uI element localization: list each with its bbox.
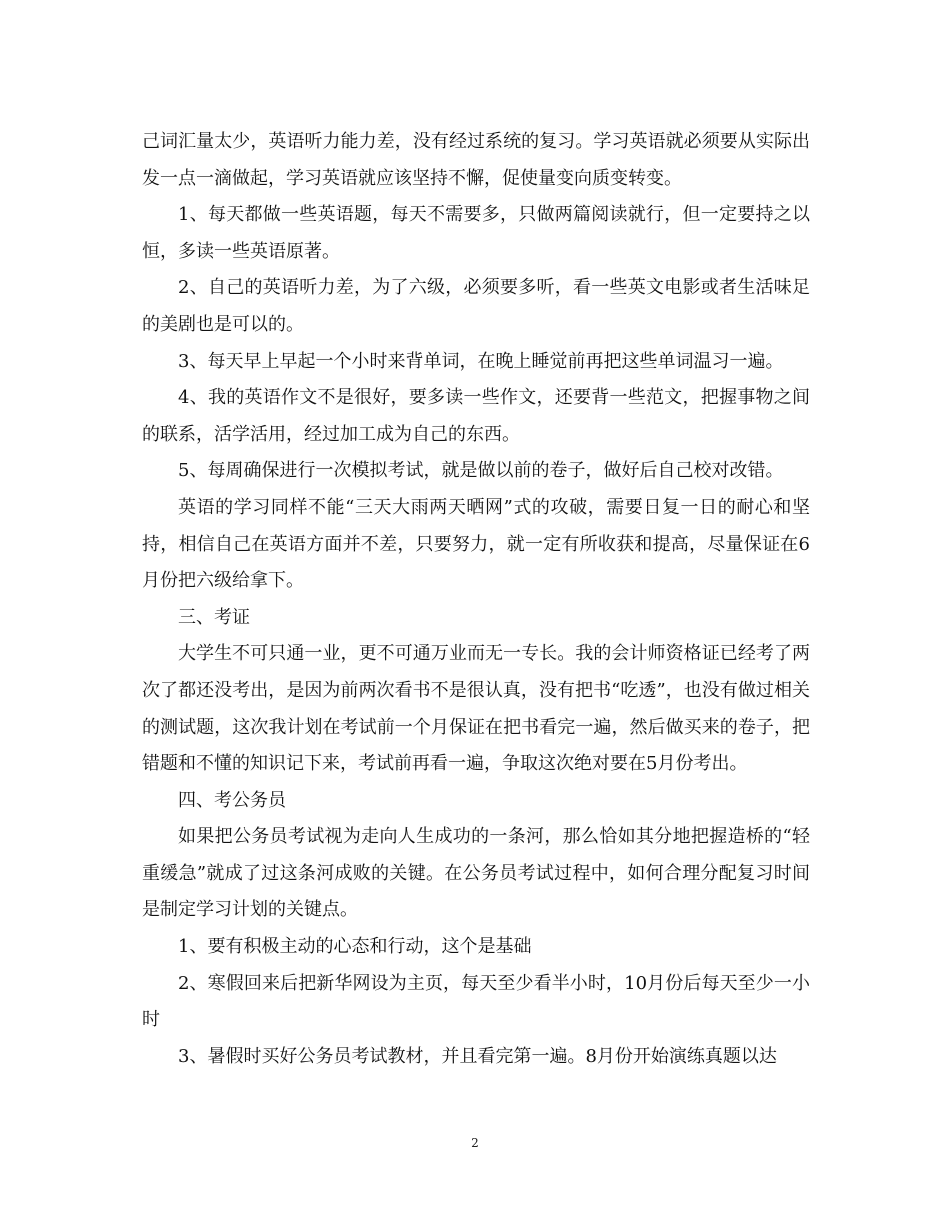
paragraph-2: 1、每天都做一些英语题，每天不需要多，只做两篇阅读就行，但一定要持之以恒，多读一些英语原著。	[142, 204, 810, 262]
paragraph-13: 2、寒假回来后把新华网设为主页，每天至少看半小时，10月份后每天至少一小时	[142, 972, 810, 1031]
page-number: 2	[471, 1136, 479, 1150]
paragraph-7: 英语的学习同样不能“三天大雨两天晒网”式的攻破，需要日复一日的耐心和坚持，相信自己在英语方面并不差，只要努力，就一定有所收获和提高，尽量保证在6月份把六级给拿下。	[142, 496, 810, 592]
paragraph-4: 3、每天早上早起一个小时来背单词，在晚上睡觉前再把这些单词温习一遍。	[178, 350, 784, 372]
paragraph-9: 大学生不可只通一业，更不可通万业而无一专长。我的会计师资格证已经考了两次了都还没考出，是因为前两次看书不是很认真，没有把书“吃透”，也没有做过相关的测试题，这次我计划在考试前一个月保证在把书看完一遍，然后做买来的卷子，把错题和不懂的知识记下来，考试前再看一遍，争取这次绝对要在5月份考出。	[142, 643, 810, 775]
paragraph-5: 4、我的英语作文不是很好，要多读一些作文，还要背一些范文，把握事物之间的联系，活学活用，经过加工成为自己的东西。	[142, 387, 810, 445]
paragraph-3: 2、自己的英语听力差，为了六级，必须要多听，看一些英文电影或者生活味足的美剧也是可以的。	[142, 277, 810, 335]
section-heading-exam-certificate: 三、考证	[178, 606, 250, 628]
page-body	[142, 124, 810, 1075]
paragraph-12: 1、要有积极主动的心态和行动，这个是基础	[178, 936, 532, 958]
paragraph-11: 如果把公务员考试视为走向人生成功的一条河，那么恰如其分地把握造桥的“轻重缓急”就成了过这条河成败的关键。在公务员考试过程中，如何合理分配复习时间是制定学习计划的关键点。	[142, 826, 810, 921]
paragraph-14: 3、暑假时买好公务员考试教材，并且看完第一遍。8月份开始演练真题以达	[178, 1045, 777, 1067]
paragraph-6: 5、每周确保进行一次模拟考试，就是做以前的卷子，做好后自己校对改错。	[178, 460, 784, 482]
section-heading-civil-service: 四、考公务员	[178, 789, 286, 811]
paragraph-1: 己词汇量太少，英语听力能力差，没有经过系统的复习。学习英语就必须要从实际出发一点一滴做起，学习英语就应该坚持不懈，促使量变向质变转变。	[142, 131, 810, 189]
